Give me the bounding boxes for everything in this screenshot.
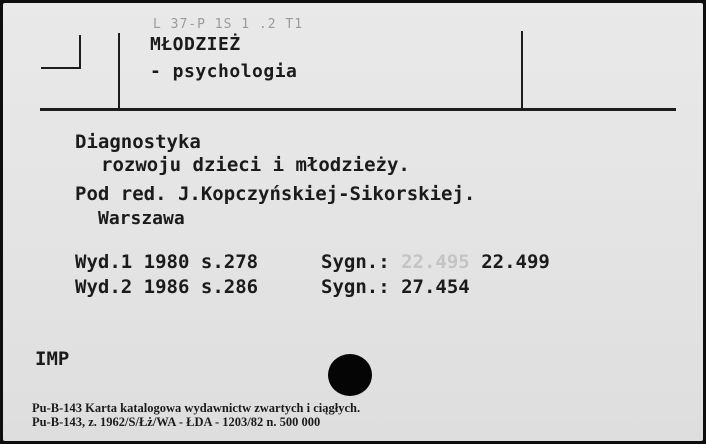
- edition-1: [75, 251, 258, 273]
- note-imp: IMP: [35, 348, 70, 370]
- edition-year: 1980: [143, 251, 190, 273]
- editor-line: Pod red. J.Kopczyńskiej-Sikorskiej.: [75, 183, 476, 205]
- header-rule: [40, 108, 676, 111]
- edition-pages: s.286: [200, 276, 259, 298]
- signature-label: Sygn.:: [321, 276, 390, 298]
- signature-label: Sygn.:: [321, 251, 390, 273]
- edition-2: [75, 276, 258, 298]
- signature-1: [321, 251, 550, 273]
- edition-pages: s.278: [200, 251, 259, 273]
- place-of-publication: Warszawa: [98, 208, 185, 229]
- corner-mark-horizontal: [41, 67, 81, 69]
- edition-number: Wyd.1: [75, 251, 133, 273]
- edition-year: 1986: [143, 276, 190, 298]
- footer-line-1: Pu-B-143 Karta katalogowa wydawnictw zwartych i ciągłych.: [32, 401, 361, 415]
- faded-stamp: L 37-P 1S 1 .2 T1: [153, 17, 304, 32]
- catalog-card: [3, 3, 703, 441]
- punch-hole: [328, 354, 372, 396]
- signature-number: 22.499: [481, 251, 550, 273]
- header-divider-right: [521, 31, 523, 110]
- title-line-1: Diagnostyka: [75, 131, 201, 153]
- subject-heading: MŁODZIEŻ: [150, 34, 241, 55]
- edition-number: Wyd.2: [75, 276, 133, 298]
- footer-line-2: Pu-B-143, z. 1962/S/Łż/WA - ŁDA - 1203/82 n. 500 000: [32, 415, 321, 429]
- header-divider-left: [118, 33, 120, 110]
- signature-2: [321, 276, 470, 298]
- title-line-2: rozwoju dzieci i młodzieży.: [101, 154, 410, 176]
- corner-mark-vertical: [79, 35, 81, 69]
- subject-subdivision: - psychologia: [150, 61, 298, 82]
- signature-erased: 22.495: [401, 251, 470, 273]
- signature-number: 27.454: [401, 276, 470, 298]
